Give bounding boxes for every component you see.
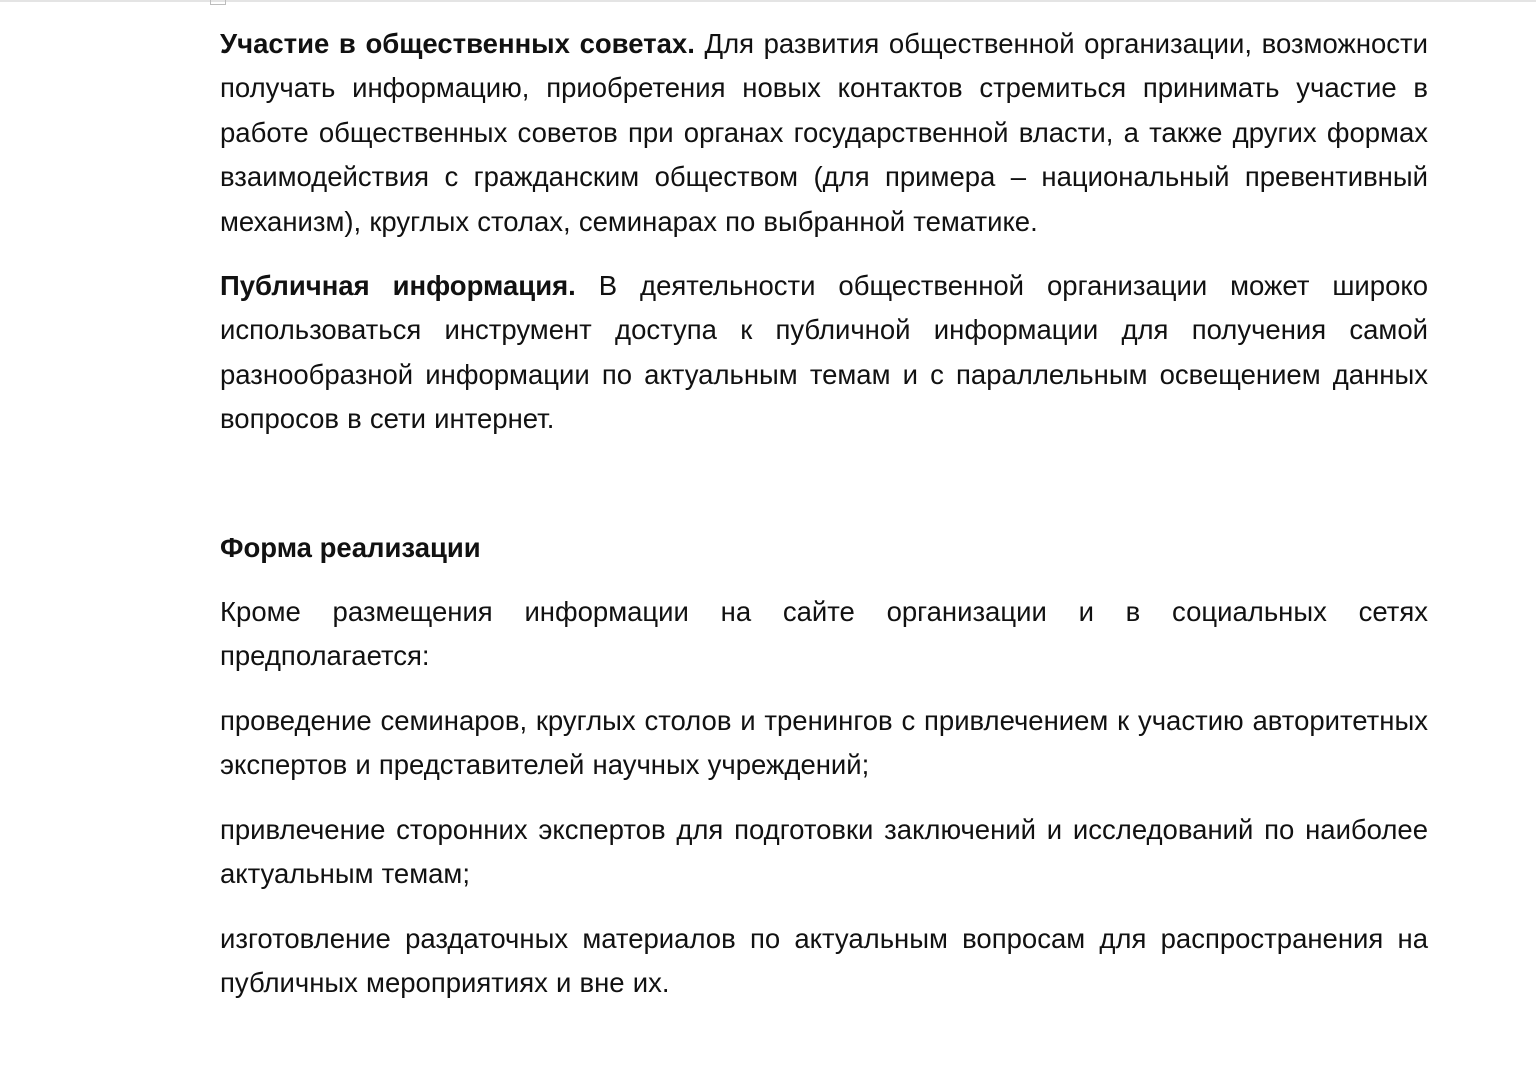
- list-item: изготовление раздаточных материалов по актуальным вопросам для распространения на публичных мероприятиях и вне их.: [220, 922, 1428, 998]
- paragraph-lead: Участие в общественных советах.: [220, 28, 695, 59]
- page-top-edge: [0, 0, 1536, 2]
- paragraph-public-councils: [220, 22, 1428, 244]
- list-item: привлечение сторонних экспертов для подготовки заключений и исследований по наиболее актуальным темам;: [220, 813, 1428, 890]
- paragraph-text: Для развития общественной организации, возможности получать информацию, приобретения новых контактов стремиться принимать участие в работе общественных советов при органах государственной власти, а также других формах взаимодействия с гражданским обществом (для примера – национальный превентивный механизм), круглых столах, семинарах по выбранной тематике.: [220, 28, 1429, 237]
- document-body: [220, 22, 1428, 1005]
- paragraph-text: В деятельности общественной организации может широко использоваться инструмент доступа к публичной информации для получения самой разнообразной информации по актуальным темам и с параллельным освещением данных вопросов в сети интернет.: [220, 270, 1428, 435]
- intro-paragraph: Кроме размещения информации на сайте организации и в социальных сетях предполагается:: [220, 596, 1428, 672]
- list-item: проведение семинаров, круглых столов и тренингов с привлечением к участию авторитетных экспертов и представителей научных учреждений;: [220, 704, 1428, 781]
- text-boundary-mark: [210, 0, 226, 5]
- paragraph-public-information: [220, 264, 1428, 442]
- section-heading: Форма реализации: [220, 531, 481, 563]
- paragraph-lead: Публичная информация.: [220, 270, 576, 302]
